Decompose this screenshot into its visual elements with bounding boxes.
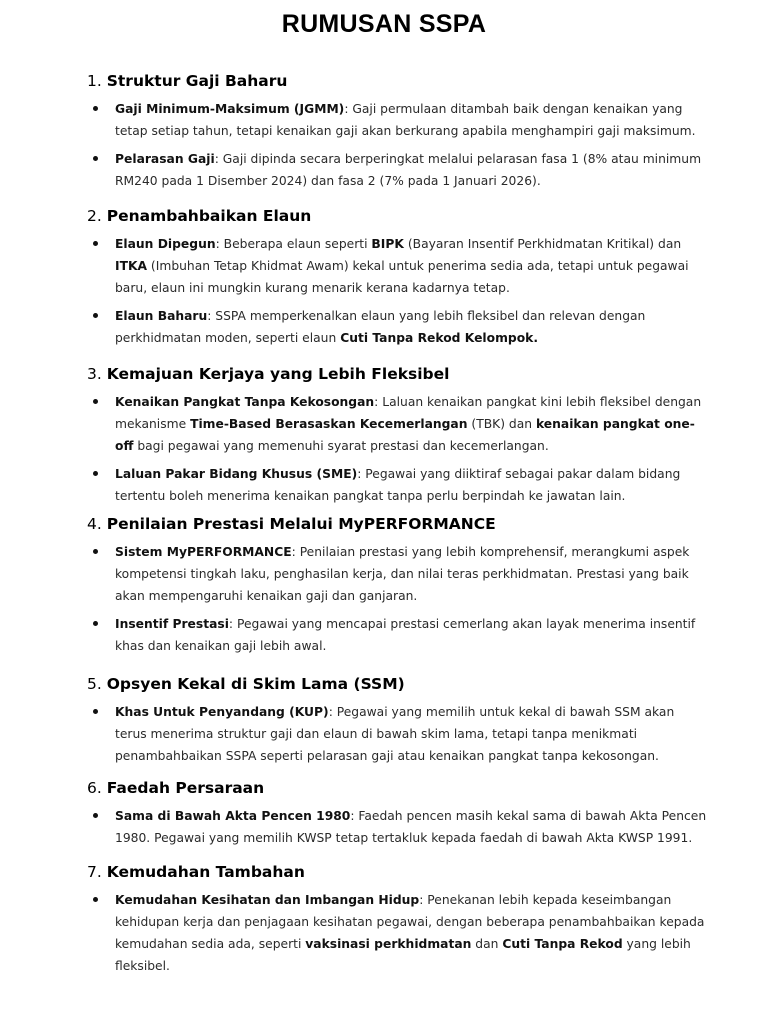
section-heading-text: Penambahbaikan Elaun (106, 207, 312, 225)
bold-term: Cuti Tanpa Rekod Kelompok. (340, 331, 538, 345)
section-heading-text: Faedah Persaraan (106, 779, 265, 797)
list-item (0, 305, 768, 349)
section-heading-text: Struktur Gaji Baharu (106, 72, 288, 90)
item-text: : Pegawai yang mencapai prestasi cemerlang akan layak menerima insentif khas dan kenaikan gaji lebih awal. (115, 617, 696, 653)
bold-term: vaksinasi perkhidmatan (305, 937, 472, 951)
section-4 (0, 511, 768, 657)
section-number: 6. (87, 779, 102, 797)
item-text: (TBK) dan (467, 417, 536, 431)
section-heading (87, 511, 768, 537)
section-7 (0, 859, 768, 977)
list-item (0, 805, 768, 849)
section-3 (0, 361, 768, 507)
section-1 (0, 68, 768, 192)
section-heading-text: Kemudahan Tambahan (106, 863, 305, 881)
section-number: 7. (87, 863, 102, 881)
bullet-list (0, 701, 768, 767)
bold-term: Kenaikan Pangkat Tanpa Kekosongan (115, 395, 375, 409)
section-number: 2. (87, 207, 102, 225)
bold-term: Kemudahan Kesihatan dan Imbangan Hidup (115, 893, 420, 907)
bold-term: Khas Untuk Penyandang (KUP) (115, 705, 329, 719)
item-text: (Bayaran Insentif Perkhidmatan Kritikal) dan (403, 237, 682, 251)
section-heading (87, 68, 768, 94)
list-item (0, 98, 768, 142)
list-item (0, 541, 768, 607)
bullet-icon (93, 156, 98, 161)
bullet-icon (93, 813, 98, 818)
section-heading-text: Penilaian Prestasi Melalui MyPERFORMANCE (106, 515, 496, 533)
item-text: : Gaji dipinda secara berperingkat melalui pelarasan fasa 1 (8% atau minimum RM240 pada 1 Disember 2024) dan fasa 2 (7% pada 1 Januari 2026). (115, 152, 702, 188)
bullet-icon (93, 549, 98, 554)
section-heading (87, 203, 768, 229)
bullet-icon (93, 471, 98, 476)
list-item (0, 701, 768, 767)
bold-term: Pelarasan Gaji (115, 152, 215, 166)
bold-term: Laluan Pakar Bidang Khusus (SME) (115, 467, 358, 481)
section-heading-text: Kemajuan Kerjaya yang Lebih Fleksibel (106, 365, 450, 383)
bullet-icon (93, 106, 98, 111)
item-text: (Imbuhan Tetap Khidmat Awam) kekal untuk penerima sedia ada, tetapi untuk pegawai baru, elaun ini mungkin kurang menarik kerana kadarnya tetap. (115, 259, 689, 295)
document-body (0, 68, 768, 977)
list-item (0, 889, 768, 977)
item-text: : Laluan kenaikan pangkat kini lebih fleksibel dengan mekanisme (115, 395, 702, 431)
section-heading (87, 775, 768, 801)
bold-term: Sistem MyPERFORMANCE (115, 545, 292, 559)
section-number: 4. (87, 515, 102, 533)
item-text: bagi pegawai yang memenuhi syarat prestasi dan kecemerlangan. (133, 439, 549, 453)
list-item (0, 613, 768, 657)
list-item (0, 463, 768, 507)
section-heading (87, 859, 768, 885)
bullet-icon (93, 313, 98, 318)
bullet-list (0, 889, 768, 977)
page-title: RUMUSAN SSPA (281, 10, 487, 38)
section-2 (0, 203, 768, 349)
bold-term: Time-Based Berasaskan Kecemerlangan (190, 417, 468, 431)
section-number: 5. (87, 675, 102, 693)
section-heading (87, 361, 768, 387)
bullet-list (0, 805, 768, 849)
item-text: yang lebih fleksibel. (115, 937, 691, 973)
item-text: : Penilaian prestasi yang lebih komprehensif, merangkumi aspek kompetensi tingkah laku, penghasilan kerja, dan nilai teras perkhidmatan. Prestasi yang baik akan mempengaruhi kenaikan gaji dan ganjaran. (115, 545, 690, 603)
item-text: dan (471, 937, 503, 951)
bullet-list (0, 98, 768, 192)
bullet-icon (93, 621, 98, 626)
bullet-list (0, 391, 768, 507)
bold-term: Cuti Tanpa Rekod (502, 937, 623, 951)
bold-term: ITKA (115, 259, 148, 273)
list-item (0, 148, 768, 192)
list-item (0, 391, 768, 457)
bold-term: kenaikan pangkat one-off (115, 417, 695, 453)
bold-term: Gaji Minimum-Maksimum (JGMM) (115, 102, 345, 116)
section-number: 1. (87, 72, 102, 90)
list-item (0, 233, 768, 299)
section-5 (0, 671, 768, 767)
item-text: : Faedah pencen masih kekal sama di bawah Akta Pencen 1980. Pegawai yang memilih KWSP tetap tertakluk kepada faedah di bawah Akta KWSP 1991. (115, 809, 707, 845)
item-text: : Penekanan lebih kepada keseimbangan kehidupan kerja dan penjagaan kesihatan pegawai, dengan beberapa penambahbaikan kepada kemudahan sedia ada, seperti (115, 893, 705, 951)
bullet-icon (93, 399, 98, 404)
item-text: : Gaji permulaan ditambah baik dengan kenaikan yang tetap setiap tahun, tetapi kenaikan gaji akan berkurang apabila menghampiri gaji maksimum. (115, 102, 696, 138)
bullet-icon (93, 241, 98, 246)
section-number: 3. (87, 365, 102, 383)
section-6 (0, 775, 768, 849)
section-heading (87, 671, 768, 697)
bullet-icon (93, 897, 98, 902)
bold-term: Elaun Dipegun (115, 237, 216, 251)
bold-term: Sama di Bawah Akta Pencen 1980 (115, 809, 351, 823)
item-text: : Pegawai yang memilih untuk kekal di bawah SSM akan terus menerima struktur gaji dan elaun di bawah skim lama, tetapi tanpa menikmati penambahbaikan SSPA seperti pelarasan gaji atau kenaikan pangkat tanpa kekosongan. (115, 705, 675, 763)
bullet-list (0, 233, 768, 349)
bullet-icon (93, 709, 98, 714)
bold-term: Elaun Baharu (115, 309, 208, 323)
item-text: : SSPA memperkenalkan elaun yang lebih fleksibel dan relevan dengan perkhidmatan moden, seperti elaun (115, 309, 646, 345)
bold-term: Insentif Prestasi (115, 617, 229, 631)
bold-term: BIPK (371, 237, 404, 251)
item-text: : Beberapa elaun seperti (215, 237, 372, 251)
section-heading-text: Opsyen Kekal di Skim Lama (SSM) (106, 675, 405, 693)
bullet-list (0, 541, 768, 657)
item-text: : Pegawai yang diiktiraf sebagai pakar dalam bidang tertentu boleh menerima kenaikan pangkat tanpa perlu berpindah ke jawatan lain. (115, 467, 681, 503)
